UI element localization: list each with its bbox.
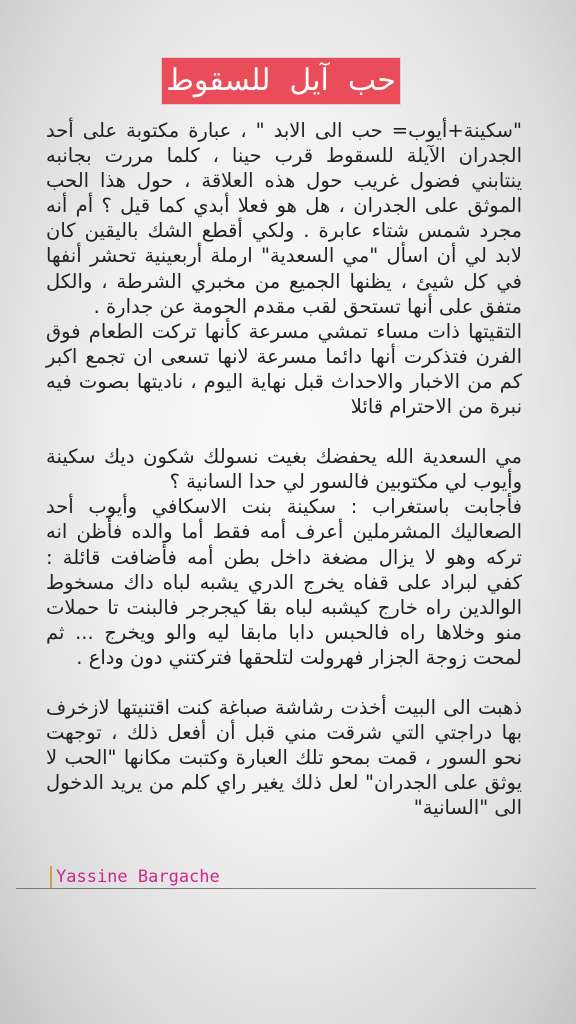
story-paragraph-3: ذهبت الى البيت أخذت رشاشة صباغة كنت اقتنيتها لازخرف بها دراجتي التي شرقت مني قبل أن أفعل ذلك ، توجهت نحو السور ، قمت بمحو تلك العبارة وكتبت مكانها "الحب لا يوثق على الجدران" لعل ذلك يغير راي كلم من يريد الدخول الى "السانية" <box>46 695 522 820</box>
story-body <box>46 118 522 820</box>
author-signature: Yassine Bargache <box>50 866 220 888</box>
signature-divider <box>16 888 536 889</box>
story-paragraph-1: "سكينة+أيوب= حب الى الابد " ، عبارة مكتوبة على أحد الجدران الآيلة للسقوط قرب حينا ، كلما مررت بجانبه ينتابني فضول غريب حول هذه العلاقة ، حول هذا الحب الموثق على الجدران ، هل هو فعلا أبدي كما قيل ؟ أم أنه مجرد شمس شتاء عابرة . ولكي أقطع الشك باليقين كان لابد لي أن اسأل "مي السعدية" ارملة أربعينية تحشر أنفها في كل شيئ ، يظنها الجميع من مخبري الشرطة ، والكل متفق على أنها تستحق لقب مقدم الحومة عن جدارة . التقيتها ذات مساء تمشي مسرعة كأنها تركت الطعام فوق الفرن فتذكرت أنها دائما مسرعة لانها تسعى ان تجمع اكبر كم من الاخبار والاحداث قبل نهاية اليوم ، ناديتها بصوت فيه نبرة من الاحترام قائلا <box>46 119 522 419</box>
story-title: حب آيل للسقوط <box>166 63 396 98</box>
title-banner <box>162 58 400 104</box>
story-paragraph-2: مي السعدية الله يحفضك بغيت نسولك شكون ديك سكينة وأيوب لي مكتوبين فالسور لي حدا السانية ؟ فأجابت باستغراب : سكينة بنت الاسكافي وأيوب أحد الصعاليك المشرملين أعرف أمه فقط أما والده فأظن انه تركه وهو لا يزال مضغة داخل بطن أمه فأضافت قائلة : كفي لبراد على قفاه يخرج الدري يشبه لباه داك مسخوط الوالدين راه خارج كيشبه لباه بقا كيجرجر فالبنت تا حملات منو وخلاها راه فالحبس دابا مابقا ليه والو ويخرج ... ثم لمحت زوجة الجزار فهرولت لتلحقها فتركتني دون وداع . <box>46 445 522 669</box>
